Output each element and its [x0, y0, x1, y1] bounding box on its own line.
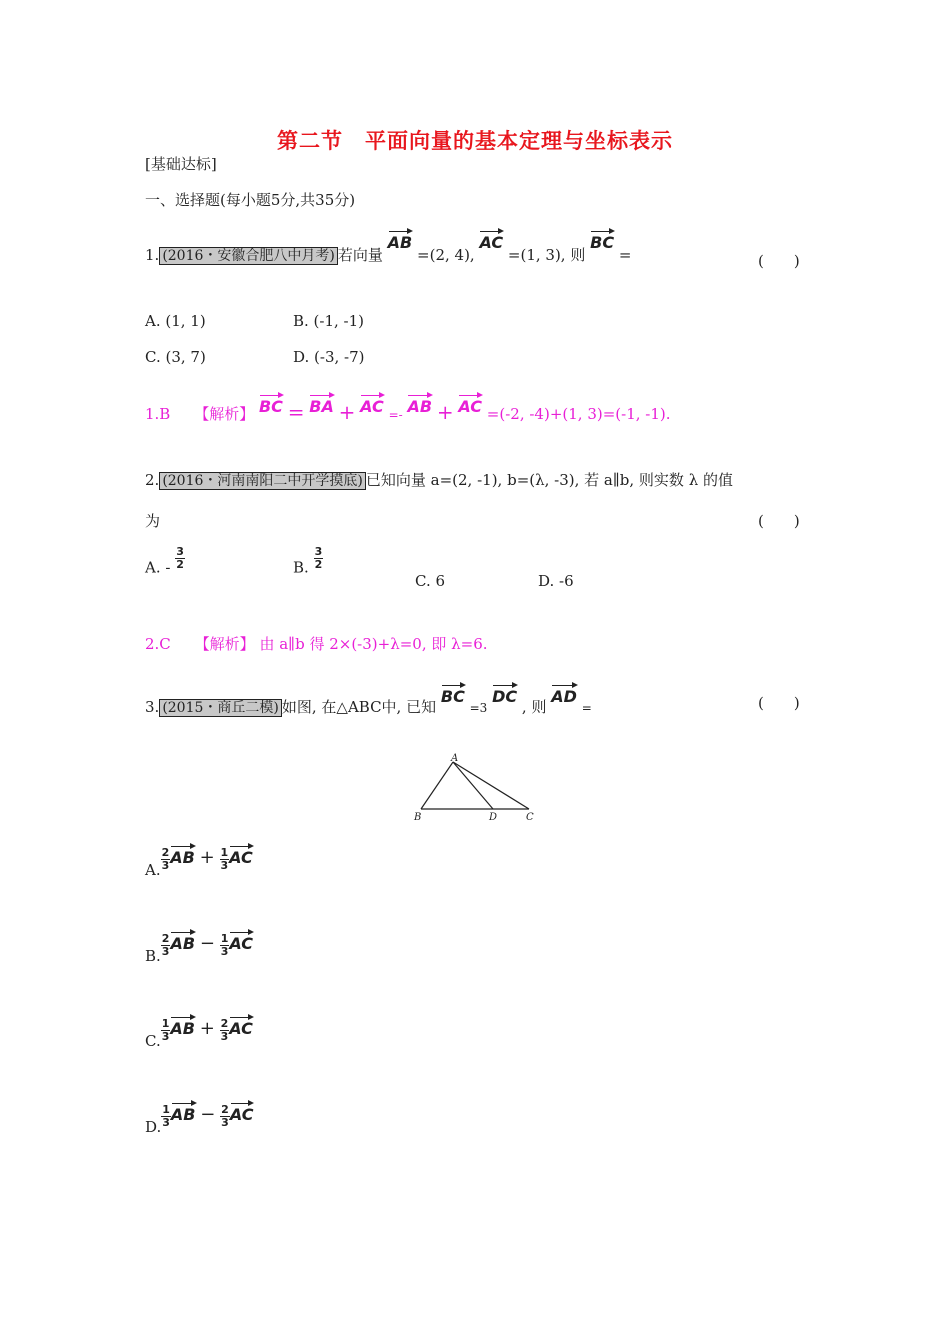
fraction-denominator: 3: [220, 944, 229, 958]
question-number: 1.: [145, 246, 160, 264]
option-d: D. -6: [538, 572, 574, 590]
option-label: B.: [293, 558, 309, 577]
vector-ad: AD: [551, 682, 577, 706]
option-d: [145, 1100, 254, 1136]
question-text: , 则: [521, 698, 547, 716]
section-tag: [基础达标]: [145, 155, 217, 173]
option-label: D.: [145, 1118, 162, 1136]
fraction: [175, 546, 185, 571]
equation-operator: +: [199, 847, 215, 868]
fraction-denominator: 3: [162, 1115, 170, 1129]
fraction: [220, 1104, 230, 1129]
triangle-figure: [405, 752, 550, 824]
fraction: [220, 847, 230, 872]
option-b: [293, 545, 323, 581]
equation-operator: +: [436, 400, 454, 424]
vector-bc: BC: [259, 392, 283, 416]
question-2: [145, 469, 733, 490]
vector-ab: AB: [170, 843, 195, 867]
vector-ab: AB: [388, 228, 413, 252]
equation-operator: −: [199, 933, 215, 954]
vector-ab: AB: [170, 929, 195, 953]
fraction-denominator: 3: [161, 1029, 170, 1043]
answer-text: 由 a∥b 得 2×(-3)+λ=0, 即 λ=6.: [259, 635, 488, 653]
vector-ba: BA: [309, 392, 334, 416]
vector-bc: BC: [590, 228, 614, 252]
fraction-numerator: 2: [161, 931, 170, 945]
vector-dc: DC: [492, 682, 517, 706]
answer-text: =(-2, -4)+(1, 3)=(-1, -1).: [486, 405, 671, 423]
answer-bracket: ( ): [758, 512, 800, 530]
answer-2: [145, 633, 488, 654]
option-label: C.: [145, 1032, 161, 1050]
fraction-numerator: 2: [161, 845, 170, 859]
equation-operator: −: [200, 1104, 216, 1125]
vertex-label-a: A: [451, 753, 459, 764]
fraction-denominator: 3: [220, 1029, 229, 1043]
vertex-label-d: D: [489, 812, 498, 823]
fraction-numerator: 2: [221, 1102, 229, 1116]
question-number: 3.: [145, 698, 160, 716]
vector-ac: AC: [229, 1014, 253, 1038]
option-c: C. 6: [415, 572, 446, 590]
fraction: [220, 933, 230, 958]
option-b: [145, 929, 253, 965]
answer-1: [145, 399, 671, 424]
vector-ab: AB: [170, 1014, 195, 1038]
question-source: (2015・商丘二模): [159, 699, 282, 717]
equation-operator: +: [338, 400, 356, 424]
fraction-denominator: 2: [176, 558, 184, 571]
fraction-denominator: 3: [161, 858, 170, 872]
vector-ac: AC: [230, 1100, 254, 1124]
vector-ac: AC: [458, 392, 482, 416]
fraction-numerator: 1: [220, 931, 229, 945]
option-d: D. (-3, -7): [293, 348, 365, 366]
question-text: =(2, 4),: [417, 246, 475, 264]
vector-ac: AC: [479, 228, 503, 252]
vector-bc: BC: [441, 682, 465, 706]
fraction-denominator: 3: [161, 944, 170, 958]
option-label: B.: [145, 947, 161, 965]
part-heading: 一、选择题(每小题5分,共35分): [145, 191, 356, 209]
question-source: (2016・安徽合肥八中月考): [159, 247, 338, 265]
question-3: [145, 687, 592, 717]
fraction: [220, 1018, 230, 1043]
fraction-numerator: 2: [220, 1016, 229, 1030]
question-1: [145, 233, 632, 265]
fraction-numerator: 1: [220, 845, 229, 859]
option-a: [145, 843, 253, 879]
question-2-continued: 为: [145, 512, 161, 530]
fraction: [314, 546, 324, 571]
answer-bracket: ( ): [758, 694, 800, 712]
fraction-denominator: 3: [220, 858, 229, 872]
fraction-denominator: 3: [221, 1115, 229, 1129]
question-text: =(1, 3), 则: [507, 246, 586, 264]
option-label: A.: [145, 861, 161, 879]
fraction-numerator: 1: [161, 1016, 170, 1030]
option-label: A. -: [145, 558, 171, 577]
fraction: [161, 847, 171, 872]
option-b: B. (-1, -1): [293, 312, 365, 330]
equation-operator: =-: [388, 408, 403, 422]
question-text: 若向量: [337, 246, 383, 264]
answer-bracket: ( ): [758, 252, 800, 270]
fraction-denominator: 2: [314, 558, 323, 571]
vertex-label-c: C: [526, 812, 534, 823]
answer-tag: 【解析】: [194, 635, 255, 653]
question-text: =: [581, 701, 592, 715]
vector-ab: AB: [407, 392, 432, 416]
fraction-numerator: 3: [176, 545, 184, 558]
fraction: [161, 933, 171, 958]
question-source: (2016・河南南阳二中开学摸底): [159, 472, 366, 490]
answer-tag: 【解析】: [194, 405, 255, 423]
fraction: [161, 1018, 171, 1043]
vector-ac: AC: [229, 929, 253, 953]
fraction-numerator: 1: [162, 1102, 170, 1116]
option-c: [145, 1014, 253, 1050]
answer-number: 2.C: [145, 635, 171, 653]
answer-number: 1.B: [145, 405, 171, 423]
equation-operator: +: [199, 1018, 215, 1039]
question-text: =3: [469, 701, 488, 715]
vertex-label-b: B: [414, 812, 422, 823]
vector-ac: AC: [360, 392, 384, 416]
option-c: C. (3, 7): [145, 348, 206, 366]
vector-ac: AC: [229, 843, 253, 867]
option-a: A. (1, 1): [145, 312, 206, 330]
question-text: 已知向量 a=(2, -1), b=(λ, -3), 若 a∥b, 则实数 λ 的值: [365, 471, 733, 489]
fraction-numerator: 3: [314, 545, 323, 558]
option-a: [145, 545, 185, 581]
question-text: 如图, 在△ABC中, 已知: [281, 698, 437, 716]
fraction: [161, 1104, 171, 1129]
question-text: =: [618, 246, 632, 264]
vector-ab: AB: [171, 1100, 196, 1124]
page-title: 第二节 平面向量的基本定理与坐标表示: [277, 129, 673, 153]
question-number: 2.: [145, 471, 160, 489]
equation-operator: =: [287, 400, 305, 424]
